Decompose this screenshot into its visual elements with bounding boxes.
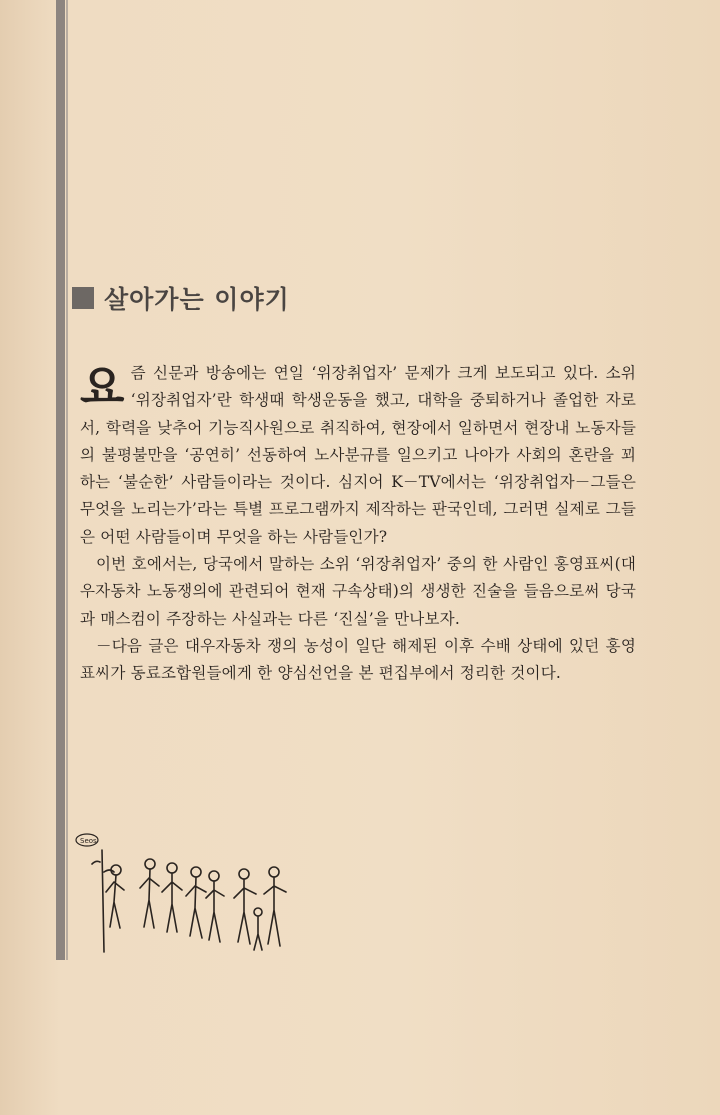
paragraph-1-text: 즘 신문과 방송에는 연일 ‘위장취업자’ 문제가 크게 보도되고 있다. 소위 ‘위장취업자’란 학생때 학생운동을 했고, 대학을 중퇴하거나 졸업한 자로서, 학력을 낮추어 기능직사원으로 취직하여, 현장에서 일하면서 현장내 노동자들의 불평불만을 ‘공연히’ 선동하여 노사분규를 일으키고 나아가 사회의 혼란을 꾀하는 ‘불순한’ 사람들이라는 것이다. 심지어 K－TV에서는 ‘위장취업자－그들은 무엇을 노리는가’라는 특별 프로그램까지 제작하는 판국인데, 그러면 실제로 그들은 어떤 사람들이며 무엇을 하는 사람들인가? bbox=[80, 364, 636, 546]
paragraph-2: 이번 호에서는, 당국에서 말하는 소위 ‘위장취업자’ 중의 한 사람인 홍영표씨(대우자동차 노동쟁의에 관련되어 현재 구속상태)의 생생한 진술을 들음으로써 당국과 매스컴이 주장하는 사실과는 다른 ‘진실’을 만나보자. bbox=[80, 555, 636, 628]
section-title: 살아가는 이야기 bbox=[104, 285, 290, 314]
heading-square-icon bbox=[72, 287, 94, 309]
drop-cap: 요 bbox=[80, 360, 125, 414]
paragraph-3: －다음 글은 대우자동차 쟁의 농성이 일단 해제된 이후 수배 상태에 있던 홍영표씨가 동료조합원들에게 한 양심선언을 본 편집부에서 정리한 것이다. bbox=[80, 636, 636, 683]
article-body bbox=[80, 360, 636, 688]
section-heading bbox=[72, 280, 290, 316]
illustration-signature: Seos bbox=[80, 837, 97, 845]
margin-bar bbox=[56, 0, 65, 960]
paragraph-1 bbox=[80, 360, 636, 551]
workers-illustration bbox=[74, 832, 294, 962]
margin-bar-edge bbox=[66, 0, 68, 960]
